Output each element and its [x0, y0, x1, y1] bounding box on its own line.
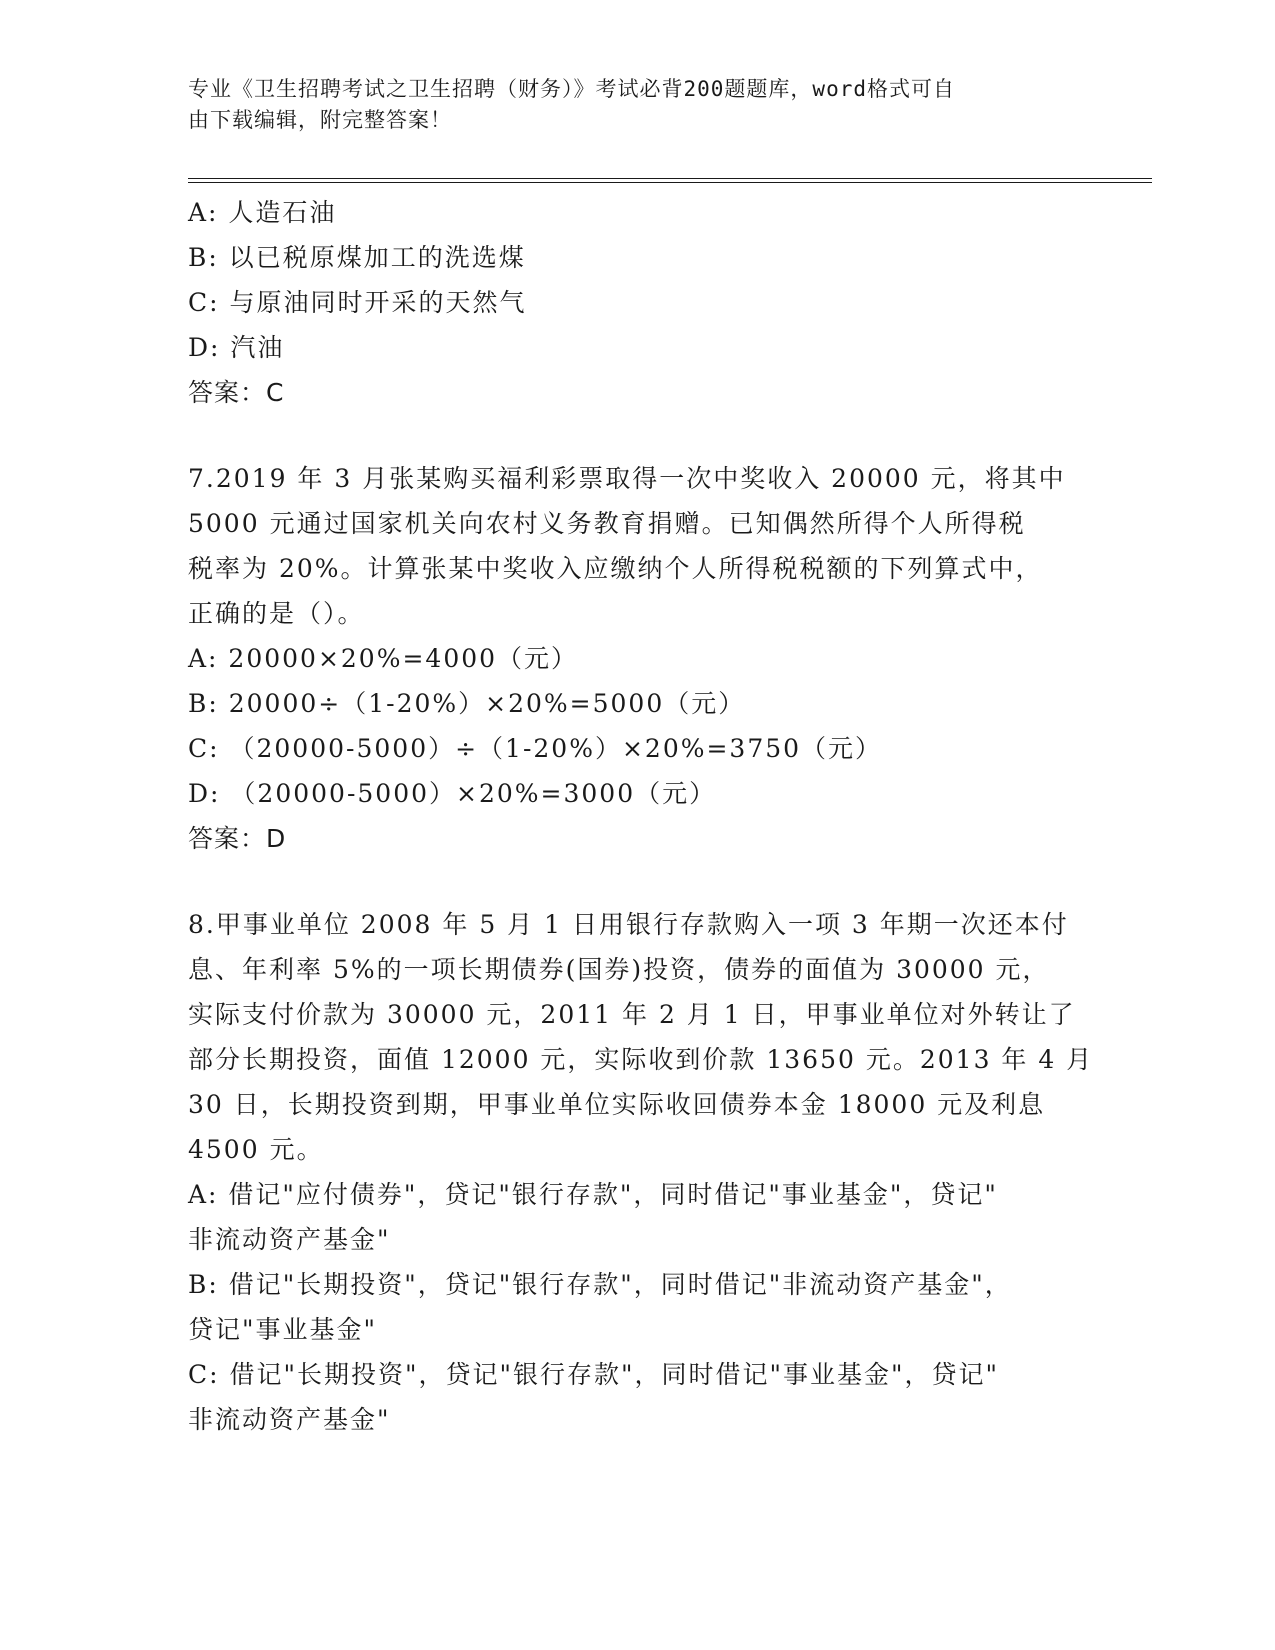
question-8-stem-line: 30 日，长期投资到期，甲事业单位实际收回债券本金 18000 元及利息 [188, 1090, 1046, 1119]
option-c: C: 借记"长期投资"，贷记"银行存款"，同时借记"事业基金"，贷记" [188, 1360, 999, 1389]
option-b: B: 借记"长期投资"，贷记"银行存款"，同时借记"非流动资产基金"， [188, 1270, 1012, 1299]
header-divider-top [188, 178, 1152, 179]
option-b: B: 20000÷（1-20%）×20%=5000（元） [188, 689, 746, 718]
option-d: D: 汽油 [188, 333, 285, 362]
spacer [188, 861, 1088, 902]
option-c: C: （20000-5000）÷（1-20%）×20%=3750（元） [188, 734, 883, 763]
header-line-2: 由下载编辑，附完整答案！ [188, 108, 452, 132]
spacer [188, 415, 1088, 456]
question-8-stem-line: 实际支付价款为 30000 元，2011 年 2 月 1 日，甲事业单位对外转让了 [188, 1000, 1076, 1029]
option-d: D: （20000-5000）×20%=3000（元） [188, 779, 717, 808]
question-6-options [188, 190, 1088, 370]
option-a: A: 借记"应付债券"，贷记"银行存款"，同时借记"事业基金"，贷记" [188, 1180, 998, 1209]
header-divider-bottom [188, 182, 1152, 183]
question-8-stem-line: 息、年利率 5%的一项长期债券(国券)投资，债券的面值为 30000 元， [188, 955, 1050, 984]
option-a-continued: 非流动资产基金" [188, 1225, 391, 1254]
question-7-stem-line: 税率为 20%。计算张某中奖收入应缴纳个人所得税税额的下列算式中， [188, 554, 1043, 583]
question-7-stem [188, 456, 1088, 636]
question-7-stem-line: 5000 元通过国家机关向农村义务教育捐赠。已知偶然所得个人所得税 [188, 509, 1026, 538]
question-8-options [188, 1172, 1088, 1442]
question-content [188, 190, 1094, 1442]
option-a: A: 人造石油 [188, 198, 337, 227]
question-6-answer: 答案：C [188, 378, 285, 407]
question-7-stem-line: 7.2019 年 3 月张某购买福利彩票取得一次中奖收入 20000 元，将其中 [188, 464, 1066, 493]
option-c: C: 与原油同时开采的天然气 [188, 288, 527, 317]
option-b: B: 以已税原煤加工的洗选煤 [188, 243, 526, 272]
question-8-stem [188, 902, 1094, 1172]
question-7-answer: 答案：D [188, 824, 287, 853]
question-8-stem-line: 8.甲事业单位 2008 年 5 月 1 日用银行存款购入一项 3 年期一次还本付 [188, 910, 1069, 939]
question-7-options [188, 636, 1088, 816]
option-c-continued: 非流动资产基金" [188, 1405, 391, 1434]
question-8-stem-line: 部分长期投资，面值 12000 元，实际收到价款 13650 元。2013 年 4 月 [188, 1045, 1094, 1074]
header-line-1: 专业《卫生招聘考试之卫生招聘（财务）》考试必背200题题库，word格式可自 [188, 77, 955, 101]
option-b-continued: 贷记"事业基金" [188, 1315, 377, 1344]
question-8-stem-line: 4500 元。 [188, 1135, 324, 1164]
document-header [188, 74, 1068, 136]
option-a: A: 20000×20%=4000（元） [188, 644, 579, 673]
question-7-stem-line: 正确的是（）。 [188, 599, 365, 628]
